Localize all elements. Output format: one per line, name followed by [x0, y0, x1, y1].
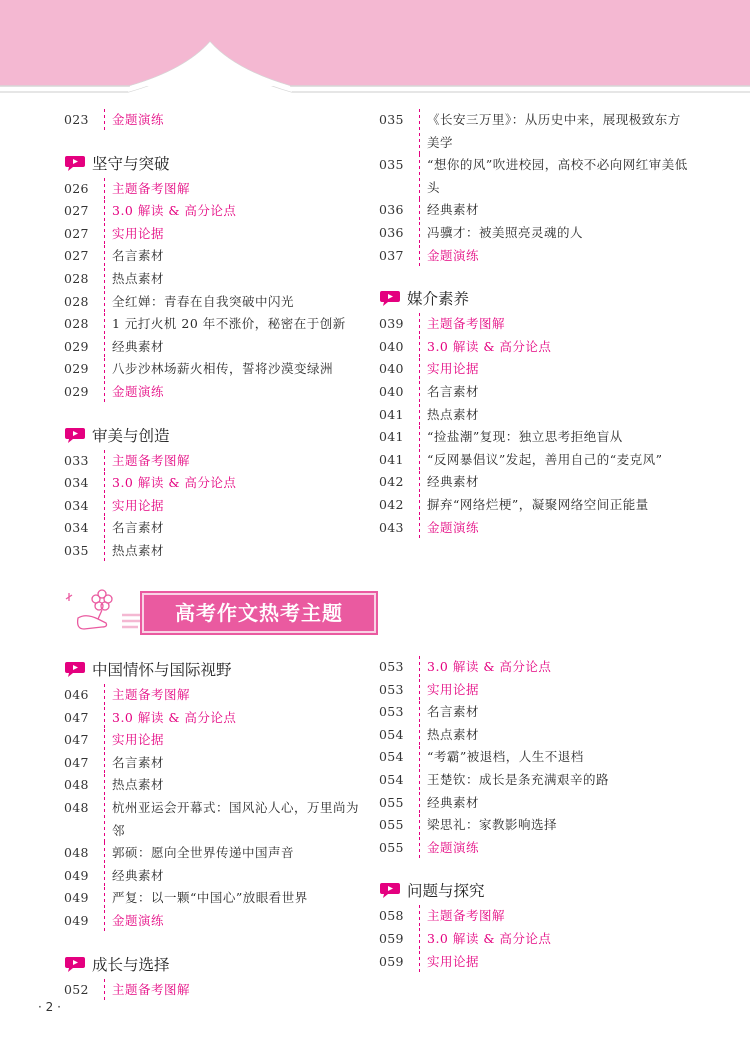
entry-title: 1 元打火机 20 年不涨价，秘密在于创新: [112, 316, 346, 332]
page-ref: 041: [379, 429, 404, 445]
dotted-divider: [419, 837, 420, 860]
toc-entry[interactable]: [64, 752, 364, 775]
page-ref: 054: [379, 771, 404, 787]
dotted-divider: [419, 517, 420, 540]
section-title: 媒介素养: [407, 290, 470, 309]
entry-title: 实用论据: [112, 497, 165, 513]
toc-entry[interactable]: [64, 178, 364, 201]
toc-entry[interactable]: [379, 336, 689, 359]
dotted-divider: [104, 200, 105, 223]
toc-entry[interactable]: [64, 774, 364, 797]
dotted-divider: [104, 865, 105, 888]
dotted-divider: [104, 774, 105, 797]
entry-title: 名言素材: [112, 520, 165, 536]
page-ref: 054: [379, 726, 404, 742]
entry-title: 王楚钦：成长是条充满艰辛的路: [427, 771, 610, 787]
dotted-divider: [419, 381, 420, 404]
dotted-divider: [104, 752, 105, 775]
toc-column-lower-left: [64, 656, 364, 1001]
dotted-divider: [104, 540, 105, 563]
page-ref: 039: [379, 316, 404, 332]
toc-entry[interactable]: [64, 797, 364, 842]
toc-entry[interactable]: [379, 199, 689, 222]
entry-title: 杭州亚运会开幕式：国风沁人心，万里尚为邻: [112, 799, 360, 838]
dotted-divider: [419, 471, 420, 494]
section-heading: [379, 877, 689, 903]
page-ref: 023: [64, 112, 89, 127]
dotted-divider: [104, 450, 105, 473]
entry-title: 梁思礼：家教影响选择: [427, 817, 558, 833]
toc-entry[interactable]: [379, 724, 689, 747]
dotted-divider: [419, 199, 420, 222]
toc-entry[interactable]: [64, 291, 364, 314]
entry-title: 实用论据: [427, 953, 480, 969]
toc-entry[interactable]: [64, 910, 364, 933]
dotted-divider: [419, 679, 420, 702]
entry-title: 热点素材: [112, 542, 165, 558]
toc-entry[interactable]: [379, 928, 689, 951]
dotted-divider: [104, 517, 105, 540]
entry-title: 热点素材: [427, 726, 480, 742]
page-ref: 053: [379, 704, 404, 720]
page-ref: 028: [64, 293, 89, 309]
page-ref: 040: [379, 338, 404, 354]
chat-play-icon: [64, 426, 86, 444]
entry-title: 热点素材: [112, 777, 165, 793]
page-ref: 055: [379, 817, 404, 833]
page-ref: 034: [64, 520, 89, 536]
entry-title: 冯骥才：被美照亮灵魂的人: [427, 224, 584, 240]
entry-title: 3.0 解读 & 高分论点: [427, 930, 552, 946]
dotted-divider: [104, 358, 105, 381]
dotted-divider: [104, 495, 105, 518]
section-title: 中国情怀与国际视野: [92, 661, 232, 679]
entry-title: 主题备考图解: [112, 687, 191, 702]
dotted-divider: [419, 951, 420, 974]
page-ref: 047: [64, 754, 89, 770]
toc-entry[interactable]: [64, 865, 364, 888]
entry-title: “反网暴倡议”发起，善用自己的“麦克风”: [427, 451, 663, 467]
toc-entry[interactable]: [379, 792, 689, 815]
toc-entry[interactable]: [379, 814, 689, 837]
dotted-divider: [104, 842, 105, 865]
entry-title: 经典素材: [427, 202, 480, 218]
entry-title: 名言素材: [112, 248, 165, 264]
page-ref: 043: [379, 519, 404, 535]
toc-entry[interactable]: [379, 746, 689, 769]
entry-title: 名言素材: [427, 704, 480, 720]
entry-title: 金题演练: [112, 383, 165, 399]
dotted-divider: [419, 724, 420, 747]
entry-title: 实用论据: [112, 225, 165, 241]
section-title: 问题与探究: [407, 882, 485, 901]
dotted-divider: [419, 426, 420, 449]
entry-title: 金题演练: [427, 839, 480, 855]
dotted-divider: [104, 381, 105, 404]
toc-entry[interactable]: [379, 494, 689, 517]
page-ref: 028: [64, 316, 89, 332]
toc-entry[interactable]: [64, 517, 364, 540]
dotted-divider: [104, 245, 105, 268]
toc-entry[interactable]: [64, 684, 364, 707]
toc-entry[interactable]: [379, 517, 689, 540]
dotted-divider: [419, 222, 420, 245]
entry-title: 金题演练: [112, 112, 165, 127]
entry-title: “想你的风”吹进校园，高校不必向网红审美低头: [427, 157, 688, 195]
top-banner: [0, 0, 750, 110]
entry-title: 主题备考图解: [427, 908, 506, 924]
dotted-divider: [419, 358, 420, 381]
entry-title: 热点素材: [427, 406, 480, 422]
entry-title: 郭硕：愿向全世界传递中国声音: [112, 845, 295, 861]
toc-entry[interactable]: [379, 313, 689, 336]
page-ref: 055: [379, 794, 404, 810]
entry-title: 主题备考图解: [112, 452, 191, 468]
page-ref: 033: [64, 452, 89, 468]
entry-title: 名言素材: [427, 383, 480, 399]
toc-column-upper-right: [379, 109, 689, 539]
section-title: 成长与选择: [92, 955, 170, 974]
page-number: · 2 ·: [38, 1000, 61, 1014]
section-title: 坚守与突破: [92, 154, 170, 173]
toc-entry[interactable]: [379, 471, 689, 494]
toc-entry[interactable]: [64, 979, 364, 1002]
dotted-divider: [104, 223, 105, 246]
dotted-divider: [104, 729, 105, 752]
toc-entry[interactable]: [64, 495, 364, 518]
dotted-divider: [419, 449, 420, 472]
toc-entry[interactable]: [379, 837, 689, 860]
toc-entry[interactable]: [64, 381, 364, 404]
feature-title-box: [142, 593, 376, 633]
section-heading: [64, 656, 364, 682]
dotted-divider: [419, 109, 420, 154]
page-ref: 048: [64, 777, 89, 793]
page-ref: 054: [379, 749, 404, 765]
entry-title: 实用论据: [427, 361, 480, 377]
entry-title: 3.0 解读 & 高分论点: [427, 659, 552, 674]
dotted-divider: [419, 928, 420, 951]
section-heading: [64, 951, 364, 977]
entry-title: “捡盐潮”复现：独立思考拒绝盲从: [427, 429, 623, 445]
entry-title: 主题备考图解: [112, 180, 191, 196]
dotted-divider: [419, 313, 420, 336]
page-ref: 029: [64, 383, 89, 399]
toc-entry[interactable]: [64, 358, 364, 381]
dotted-divider: [104, 472, 105, 495]
dotted-divider: [419, 245, 420, 268]
entry-title: 《长安三万里》：从历史中来，展现极致东方美学: [427, 112, 681, 150]
page-ref: 052: [64, 981, 89, 997]
toc-entry[interactable]: [64, 842, 364, 865]
feature-title: 高考作文热考主题: [175, 601, 343, 625]
dotted-divider: [104, 910, 105, 933]
entry-title: 实用论据: [112, 732, 165, 748]
dotted-divider: [419, 656, 420, 679]
section-heading: [379, 285, 689, 311]
entry-title: 严复：以一颗“中国心”放眼看世界: [112, 890, 308, 906]
toc-entry[interactable]: [64, 887, 364, 910]
page-ref: 049: [64, 867, 89, 883]
page-ref: 053: [379, 659, 404, 674]
page-ref: 035: [64, 542, 89, 558]
page-ref: 049: [64, 912, 89, 928]
entry-title: 经典素材: [112, 338, 165, 354]
dotted-divider: [104, 684, 105, 707]
dotted-divider: [104, 336, 105, 359]
entry-title: 金题演练: [112, 912, 165, 928]
entry-title: 经典素材: [112, 867, 165, 883]
toc-entry[interactable]: [379, 905, 689, 928]
entry-title: 名言素材: [112, 754, 165, 770]
dotted-divider: [104, 268, 105, 291]
entry-title: 实用论据: [427, 681, 480, 697]
toc-entry[interactable]: [64, 200, 364, 223]
entry-title: 全红婵：青春在自我突破中闪光: [112, 293, 295, 309]
toc-entry[interactable]: [64, 472, 364, 495]
dotted-divider: [419, 792, 420, 815]
section-heading: [64, 150, 364, 176]
dotted-divider: [104, 979, 105, 1002]
page-ref: 037: [379, 247, 404, 263]
toc-entry[interactable]: [379, 769, 689, 792]
dotted-divider: [104, 109, 105, 132]
page-ref: 053: [379, 681, 404, 697]
section-title: 审美与创造: [92, 426, 170, 445]
chat-play-icon: [64, 955, 86, 973]
page-ref: 040: [379, 383, 404, 399]
dotted-divider: [419, 336, 420, 359]
page-ref: 036: [379, 202, 404, 218]
flower-hand-icon: [62, 585, 152, 635]
dotted-divider: [419, 494, 420, 517]
toc-entry[interactable]: [64, 729, 364, 752]
toc-entry[interactable]: [379, 701, 689, 724]
dotted-divider: [104, 291, 105, 314]
toc-entry[interactable]: [64, 450, 364, 473]
toc-entry[interactable]: [379, 381, 689, 404]
dotted-divider: [419, 746, 420, 769]
toc-entry[interactable]: [379, 656, 689, 679]
page-ref: 055: [379, 839, 404, 855]
dotted-divider: [104, 178, 105, 201]
entry-title: 热点素材: [112, 270, 165, 286]
dotted-divider: [419, 905, 420, 928]
page-ref: 036: [379, 224, 404, 240]
page-ref: 059: [379, 953, 404, 969]
dotted-divider: [419, 769, 420, 792]
toc-entry[interactable]: [379, 358, 689, 381]
page-ref: 049: [64, 890, 89, 906]
entry-title: 主题备考图解: [112, 981, 191, 997]
page-ref: 042: [379, 474, 404, 490]
entry-title: 3.0 解读 & 高分论点: [427, 338, 552, 354]
page-ref: 028: [64, 270, 89, 286]
dotted-divider: [104, 887, 105, 910]
dotted-divider: [419, 404, 420, 427]
chat-play-icon: [64, 154, 86, 172]
page-ref: 046: [64, 687, 89, 702]
toc-entry[interactable]: [379, 222, 689, 245]
page-ref: 027: [64, 248, 89, 264]
toc-entry[interactable]: [64, 109, 364, 132]
dotted-divider: [104, 707, 105, 730]
toc-entry[interactable]: [379, 449, 689, 472]
chat-play-icon: [379, 289, 401, 307]
page-ref: 034: [64, 475, 89, 491]
entry-title: “考霸”被退档，人生不退档: [427, 749, 584, 765]
toc-entry[interactable]: [379, 404, 689, 427]
entry-title: 3.0 解读 & 高分论点: [112, 709, 237, 725]
dotted-divider: [419, 701, 420, 724]
toc-entry[interactable]: [379, 109, 689, 154]
entry-title: 3.0 解读 & 高分论点: [112, 203, 237, 219]
toc-column-lower-right: [379, 656, 689, 973]
toc-column-upper-left: [64, 109, 364, 563]
entry-title: 摒弃“网络烂梗”，凝聚网络空间正能量: [427, 496, 649, 512]
dotted-divider: [419, 814, 420, 837]
page-ref: 041: [379, 451, 404, 467]
page-ref: 035: [379, 112, 404, 127]
chat-play-icon: [379, 881, 401, 899]
entry-title: 金题演练: [427, 247, 480, 263]
toc-entry[interactable]: [64, 540, 364, 563]
toc-entry[interactable]: [64, 223, 364, 246]
page-ref: 048: [64, 799, 89, 815]
page-ref: 029: [64, 361, 89, 377]
page-ref: 047: [64, 709, 89, 725]
page-ref: 029: [64, 338, 89, 354]
toc-entry[interactable]: [379, 154, 689, 199]
page-ref: 034: [64, 497, 89, 513]
toc-entry[interactable]: [64, 707, 364, 730]
entry-title: 主题备考图解: [427, 316, 506, 332]
feature-banner: [62, 585, 372, 635]
entry-title: 3.0 解读 & 高分论点: [112, 475, 237, 491]
page-ref: 035: [379, 157, 404, 173]
page-ref: 027: [64, 203, 89, 219]
entry-title: 金题演练: [427, 519, 480, 535]
dotted-divider: [419, 154, 420, 199]
toc-entry[interactable]: [64, 336, 364, 359]
entry-title: 经典素材: [427, 474, 480, 490]
entry-title: 八步沙林场薪火相传，誓将沙漠变绿洲: [112, 361, 334, 377]
page-ref: 042: [379, 496, 404, 512]
toc-entry[interactable]: [379, 245, 689, 268]
toc-entry[interactable]: [64, 268, 364, 291]
toc-entry[interactable]: [379, 951, 689, 974]
toc-entry[interactable]: [379, 679, 689, 702]
toc-entry[interactable]: [379, 426, 689, 449]
page-ref: 041: [379, 406, 404, 422]
dotted-divider: [104, 313, 105, 336]
page-ref: 047: [64, 732, 89, 748]
entry-title: 经典素材: [427, 794, 480, 810]
page-ref: 027: [64, 225, 89, 241]
page-ref: 026: [64, 180, 89, 196]
section-heading: [64, 422, 364, 448]
chat-play-icon: [64, 660, 86, 678]
page-ref: 040: [379, 361, 404, 377]
toc-entry[interactable]: [64, 245, 364, 268]
page-ref: 059: [379, 930, 404, 946]
toc-entry[interactable]: [64, 313, 364, 336]
page-ref: 048: [64, 845, 89, 861]
page-ref: 058: [379, 908, 404, 924]
dotted-divider: [104, 797, 105, 842]
